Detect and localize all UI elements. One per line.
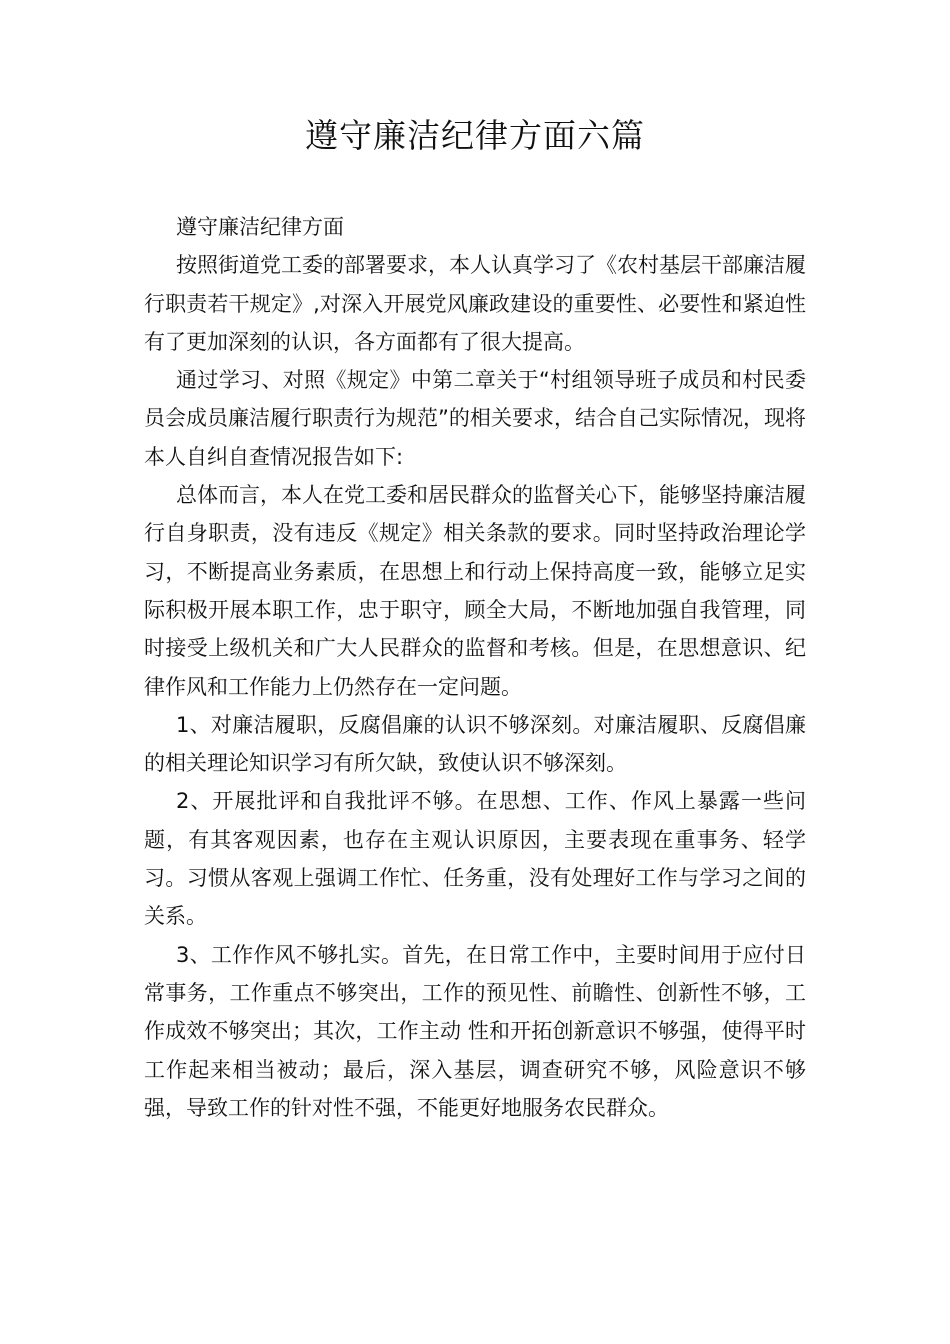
page-title: 遵守廉洁纪律方面六篇 xyxy=(305,116,645,155)
paragraph-item-1: 1、对廉洁履职，反腐倡廉的认识不够深刻。对廉洁履职、反腐倡廉的相关理论知识学习有所欠缺，致使认识不够深刻。 xyxy=(144,712,806,776)
paragraph-study: 通过学习、对照《规定》中第二章关于“村组领导班子成员和村民委员会成员廉洁履行职责行为规范”的相关要求，结合自己实际情况，现将本人自纠自查情况报告如下: xyxy=(144,368,806,469)
paragraph-overall: 总体而言，本人在党工委和居民群众的监督关心下，能够坚持廉洁履行自身职责，没有违反《规定》相关条款的要求。同时坚持政治理论学习，不断提高业务素质，在思想上和行动上保持高度一致，能够立足实际积极开展本职工作，忠于职守，顾全大局，不断地加强自我管理，同时接受上级机关和广大人民群众的监督和考核。但是，在思想意识、纪律作风和工作能力上仍然存在一定问题。 xyxy=(144,483,806,699)
paragraph-item-3: 3、工作作风不够扎实。首先，在日常工作中，主要时间用于应付日常事务，工作重点不够突出，工作的预见性、前瞻性、创新性不够，工作成效不够突出；其次，工作主动 性和开拓创新意识不够强，使得平时工作起来相当被动；最后，深入基层，调查研究不够，风险意识不够强，导致工作的针对性不强，不能更好地服务农民群众。 xyxy=(144,942,806,1120)
paragraph-intro: 按照街道党工委的部署要求，本人认真学习了《农村基层干部廉洁履行职责若干规定》,对深入开展党风廉政建设的重要性、必要性和紧迫性有了更加深刻的认识，各方面都有了很大提高。 xyxy=(144,253,806,354)
section-heading: 遵守廉洁纪律方面 xyxy=(176,215,344,239)
document-body xyxy=(144,208,806,1127)
paragraph-item-2: 2、开展批评和自我批评不够。在思想、工作、作风上暴露一些问题，有其客观因素，也存在主观认识原因，主要表现在重事务、轻学习。习惯从客观上强调工作忙、任务重，没有处理好工作与学习之间的关系。 xyxy=(144,789,806,929)
